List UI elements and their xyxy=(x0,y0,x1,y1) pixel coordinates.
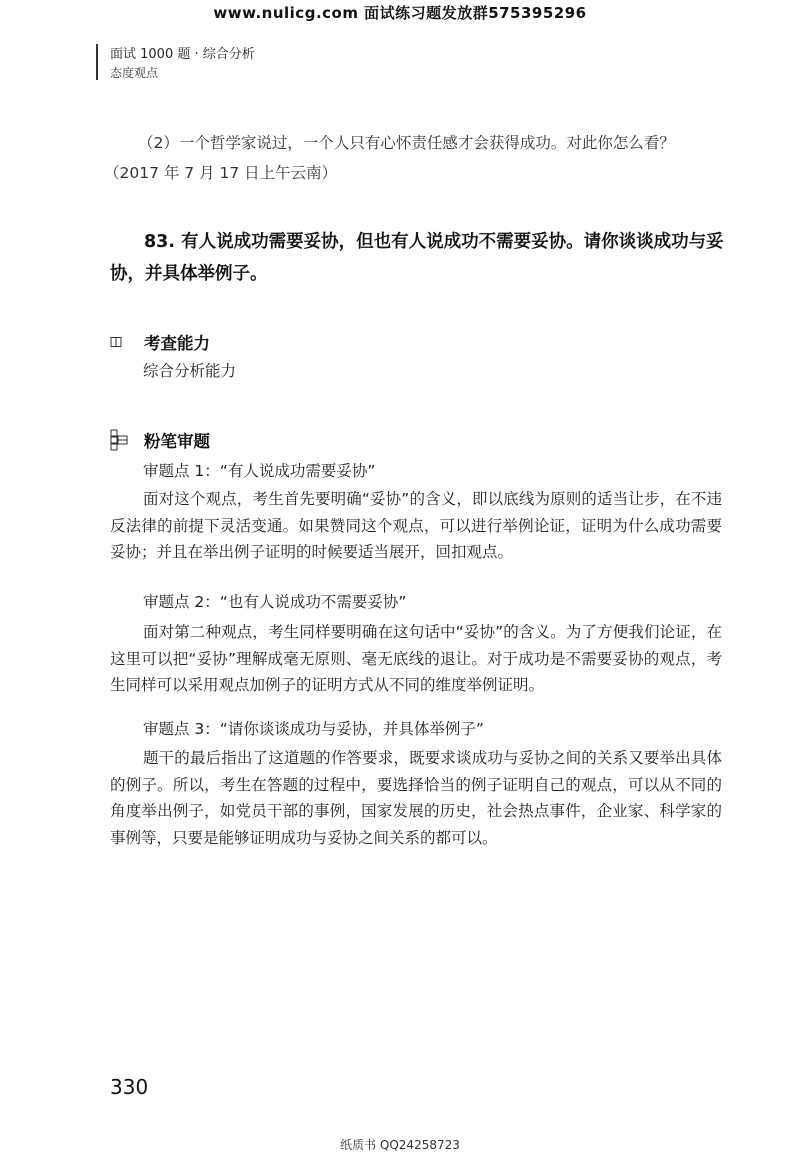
review-point-3-paragraph xyxy=(110,745,722,851)
question-heading: 83. 有人说成功需要妥协，但也有人说成功不需要妥协。请你谈谈成功与妥协，并具体举例子。 xyxy=(110,232,724,284)
review-point-1-label: 审题点 1：“有人说成功需要妥协” xyxy=(143,462,376,480)
previous-question xyxy=(104,128,722,188)
section-review-heading xyxy=(110,428,210,452)
review-point-1-text: 面对这个观点，考生首先要明确“妥协”的含义，即以底线为原则的适当让步，在不违反法律的前提下灵活变通。如果赞同这个观点，可以进行举例论证，证明为什么成功需要妥协；并且在举出例子证明的时候要适当展开，回扣观点。 xyxy=(110,490,722,561)
page-number: 330 xyxy=(110,1075,149,1099)
section-review-title: 粉笔审题 xyxy=(144,432,210,451)
running-header-subtitle: 态度观点 xyxy=(110,66,159,80)
review-point-3-label: 审题点 3：“请你谈谈成功与妥协，并具体举例子” xyxy=(143,720,484,738)
ability-content: 综合分析能力 xyxy=(143,362,237,380)
review-point-2-paragraph xyxy=(110,619,722,699)
book-icon xyxy=(110,336,140,348)
footer-watermark: 纸质书 QQ24258723 xyxy=(340,1138,460,1152)
previous-question-text: （2）一个哲学家说过，一个人只有心怀责任感才会获得成功。对此你怎么看？ xyxy=(138,134,675,152)
review-point-1-paragraph xyxy=(110,486,722,566)
running-header-title: 面试 1000 题 · 综合分析 xyxy=(110,47,255,62)
header-divider xyxy=(96,44,98,80)
review-point-2-text: 面对第二种观点，考生同样要明确在这句话中“妥协”的含义。为了方便我们论证，在这里可以把“妥协”理解成毫无原则、毫无底线的退让。对于成功是不需要妥协的观点，考生同样可以采用观点加例子的证明方式从不同的维度举例证明。 xyxy=(110,623,722,694)
top-watermark: www.nulicg.com 面试练习题发放群575395296 xyxy=(213,4,587,22)
previous-question-date: （2017 年 7 月 17 日上午云南） xyxy=(104,164,338,182)
section-ability-heading xyxy=(110,330,210,354)
review-point-3-text: 题干的最后指出了这道题的作答要求，既要求谈成功与妥协之间的关系又要举出具体的例子。所以，考生在答题的过程中，要选择恰当的例子证明自己的观点，可以从不同的角度举出例子，如党员干部的事例，国家发展的历史，社会热点事件，企业家、科学家的事例等，只要是能够证明成功与妥协之间关系的都可以。 xyxy=(110,749,722,847)
section-ability-title: 考查能力 xyxy=(144,334,210,353)
review-point-2-label: 审题点 2：“也有人说成功不需要妥协” xyxy=(143,593,407,611)
chalk-icon xyxy=(110,429,140,451)
